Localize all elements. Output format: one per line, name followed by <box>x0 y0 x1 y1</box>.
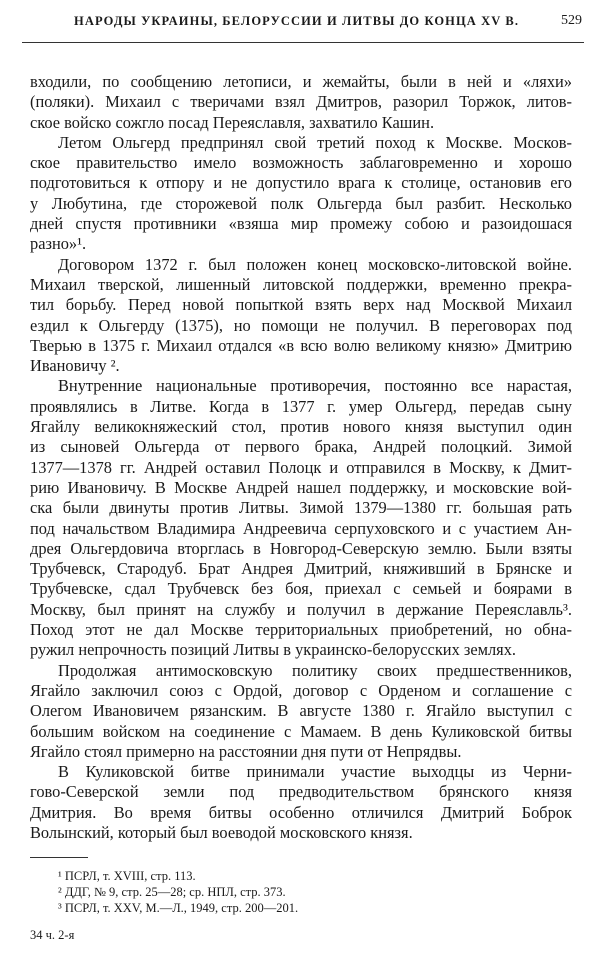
text-line: у Любутина, где сторожевой полк Ольгерда был разбит. Несколько <box>30 193 572 213</box>
text-line: Олегом Ивановичем рязанским. В августе 1380 г. Ягайло выступил с <box>30 701 572 721</box>
text-line: Внутренние национальные противоречия, постоянно все нарастая, <box>58 376 572 396</box>
text-line: Москву, был принят на службу и получил в держание Переяславль³. <box>30 599 572 619</box>
footnote: ² ДДГ, № 9, стр. 25—28; ср. НПЛ, стр. 373. <box>58 885 286 899</box>
text-line: Ивановичу ². <box>30 356 120 376</box>
text-line: Ягайло заключил союз с Ордой, договор с Орденом и соглашение с <box>30 680 572 700</box>
running-header <box>30 12 582 34</box>
text-line: дней спустя противники «взяша мир промежу собою и разоидошася <box>30 214 572 234</box>
text-line: Тверью в 1375 г. Михаил отдался «в всю волю великому князю» Дмитрию <box>30 335 572 355</box>
text-line: ездил к Ольгерду (1375), но помощи не получил. В переговорах под <box>30 315 572 335</box>
text-line: Поход этот не дал Москве территориальных приобретений, но обна- <box>30 620 572 640</box>
text-line: Михаил тверской, лишенный литовской поддержки, временно прекра- <box>30 274 572 294</box>
paragraph <box>30 255 572 377</box>
body-text <box>30 72 572 843</box>
paragraph <box>30 376 572 660</box>
text-line: ское правительство имело возможность заблаговременно и хорошо <box>30 153 572 173</box>
text-line: проявлялись в Литве. Когда в 1377 г. умер Ольгерд, передав сыну <box>30 396 572 416</box>
footnote-separator <box>30 857 88 858</box>
text-line: большим войском на соединение с Мамаем. В день Куликовской битвы <box>30 721 572 741</box>
text-line: В Куликовской битве принимали участие выходцы из Черни- <box>58 762 572 782</box>
text-line: Трубчевск, Стародуб. Брат Андрея Дмитрий, княживший в Брянске и <box>30 559 572 579</box>
text-line: Летом Ольгерд предпринял свой третий поход к Москве. Москов- <box>58 132 572 152</box>
text-line: входили, по сообщению летописи, и жемайты, были в ней и «ляхи» <box>30 72 572 91</box>
paragraph <box>30 133 572 255</box>
running-header-title: НАРОДЫ УКРАИНЫ, БЕЛОРУССИИ И ЛИТВЫ ДО КОНЦА XV В. <box>74 14 520 28</box>
footnote: ³ ПСРЛ, т. XXV, М.—Л., 1949, стр. 200—201. <box>58 901 299 915</box>
text-line: под начальством Владимира Андреевича серпуховского и с участием Ан- <box>30 518 572 538</box>
text-line: Ягайло стоял примерно на расстоянии дня пути от Непрядвы. <box>30 741 462 761</box>
text-line: рию Ивановичу. В Москве Андрей нашел поддержку, и московские вой- <box>30 477 572 497</box>
text-line: ружил непрочность позиций Литвы в украинско-белорусских землях. <box>30 640 516 660</box>
printer-signature: 34 ч. 2-я <box>30 928 75 942</box>
text-line: Трубчевске, сдал Трубчевск без боя, приехал с семьей и боярами в <box>30 579 572 599</box>
text-line: Дмитрия. Во время битвы особенно отличился Дмитрий Боброк <box>30 802 572 822</box>
text-line: подготовиться к отпору и не допустило врага к столице, остановив его <box>30 173 572 193</box>
text-line: гово-Северской земли под предводительством брянского князя <box>30 782 572 802</box>
text-line: Договором 1372 г. был положен конец московско-литовской войне. <box>58 254 572 274</box>
text-line: (поляки). Михаил с тверичами взял Дмитров, разорил Торжок, литов- <box>30 92 572 112</box>
text-line: ска были двинуты против Литвы. Зимой 1379—1380 гг. большая рать <box>30 498 572 518</box>
paragraph <box>30 72 572 133</box>
paragraph <box>30 762 572 843</box>
text-line: тил борьбу. Перед новой попыткой взять верх над Москвой Михаил <box>30 295 572 315</box>
text-line: Продолжая антимосковскую политику своих предшественников, <box>58 660 572 680</box>
text-line: 1377—1378 гг. Андрей оставил Полоцк и отправился в Москву, к Дмит- <box>30 457 572 477</box>
text-line: разно»¹. <box>30 234 87 254</box>
footnote: ¹ ПСРЛ, т. XVIII, стр. 113. <box>58 869 196 883</box>
text-line: дрея Ольгердовича вторглась в Новгород-Северскую землю. Были взяты <box>30 538 572 558</box>
page-number: 529 <box>561 13 582 28</box>
text-line: Ягайлу великокняжеский стол, против нового князя выступил один <box>30 417 572 437</box>
footnotes <box>58 868 298 916</box>
paragraph <box>30 661 572 762</box>
text-line: ское войско сожгло посад Переяславля, захватило Кашин. <box>30 112 435 132</box>
text-line: из сыновей Ольгерда от первого брака, Андрей полоцкий. Зимой <box>30 437 572 457</box>
text-line: Волынский, который был воеводой московского князя. <box>30 822 413 842</box>
header-rule <box>22 42 584 43</box>
